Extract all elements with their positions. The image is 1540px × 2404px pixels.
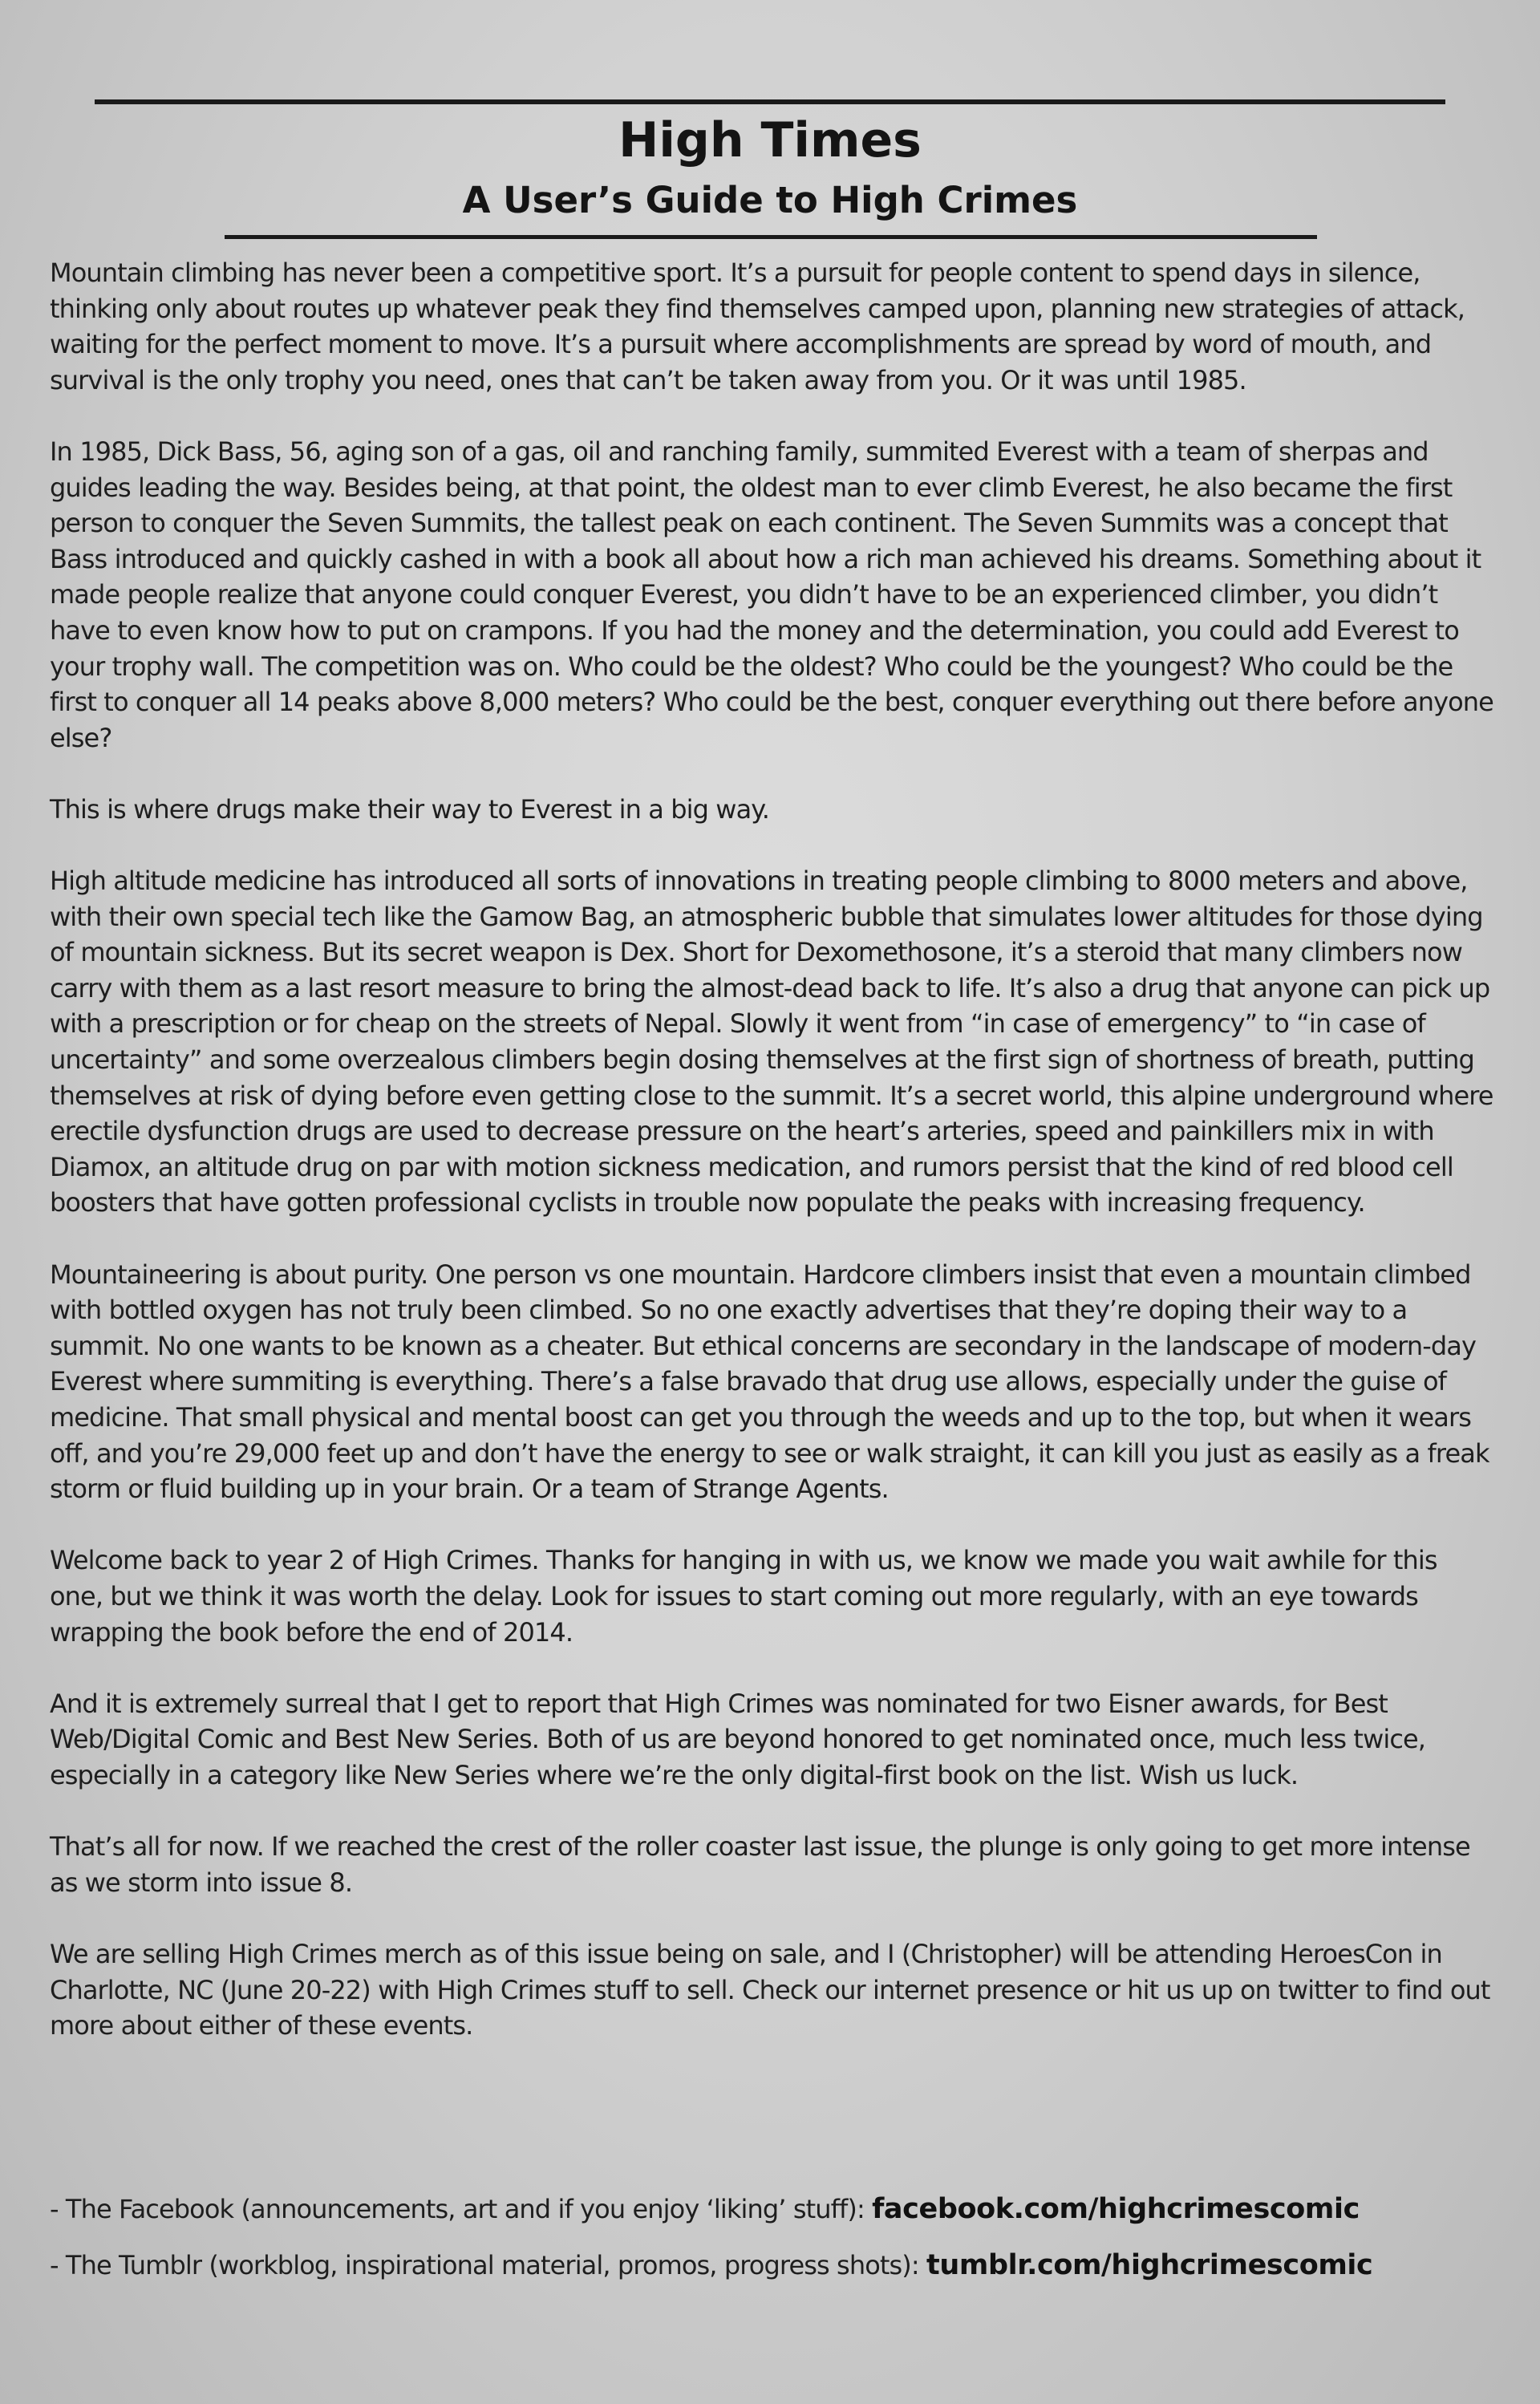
- facebook-link-label: - The Facebook (announcements, art and if you enjoy ‘liking’ stuff):: [50, 2194, 873, 2224]
- paragraph-5: Mountaineering is about purity. One person vs one mountain. Hardcore climbers insist that even a mountain climbed with bottled oxygen has not truly been climbed. So no one exactly advertises that they’re doping their way to a summit. No one wants to be known as a cheater. But ethical concerns are secondary in the landscape of modern-day Everest where summiting is everything. There’s a false bravado that drug use allows, especially under the guise of medicine. That small physical and mental boost can get you through the weeds and up to the top, but when it wears off, and you’re 29,000 feet up and don’t have the energy to see or walk straight, it can kill you just as easily as a freak storm or fluid building up in your brain. Or a team of Strange Agents.: [50, 1259, 1489, 1505]
- top-divider: [95, 99, 1445, 104]
- facebook-link-line: [50, 2185, 1493, 2241]
- page-title: High Times: [618, 112, 922, 168]
- tumblr-link-label: - The Tumblr (workblog, inspirational material, promos, progress shots):: [50, 2250, 927, 2280]
- paragraph-9: We are selling High Crimes merch as of this issue being on sale, and I (Christopher) will be attending HeroesCon in Charlotte, NC (June 20-22) with High Crimes stuff to sell. Check our internet presence or hit us up on twitter to find out more about either of these events.: [50, 1938, 1490, 2041]
- paragraph-1: Mountain climbing has never been a competitive sport. It’s a pursuit for people content to spend days in silence, thinking only about routes up whatever peak they find themselves camped upon, planning new strategies of attack, waiting for the perfect moment to move. It’s a pursuit where accomplishments are spread by word of mouth, and survival is the only trophy you need, ones that can’t be taken away from you. Or it was until 1985.: [50, 257, 1465, 395]
- page-subtitle: A User’s Guide to High Crimes: [462, 179, 1078, 221]
- title-underline: [225, 235, 1317, 239]
- tumblr-link-line: [50, 2241, 1493, 2297]
- tumblr-link[interactable]: tumblr.com/highcrimescomic: [926, 2249, 1373, 2281]
- paragraph-8: That’s all for now. If we reached the crest of the roller coaster last issue, the plunge is only going to get more intense as we storm into issue 8.: [50, 1831, 1470, 1898]
- paragraph-4: High altitude medicine has introduced all sorts of innovations in treating people climbing to 8000 meters and above, with their own special tech like the Gamow Bag, an atmospheric bubble that simulates lower altitudes for those dying of mountain sickness. But its secret weapon is Dex. Short for Dexomethosone, it’s a steroid that many climbers now carry with them as a last resort measure to bring the almost-dead back to life. It’s also a drug that anyone can pick up with a prescription or for cheap on the streets of Nepal. Slowly it went from “in case of emergency” to “in case of uncertainty” and some overzealous climbers begin dosing themselves at the first sign of shortness of breath, putting themselves at risk of dying before even getting close to the summit. It’s a secret world, this alpine underground where erectile dysfunction drugs are used to decrease pressure on the heart’s arteries, speed and painkillers mix in with Diamox, an altitude drug on par with motion sickness medication, and rumors persist that the kind of red blood cell boosters that have gotten professional cyclists in trouble now populate the peaks with increasing frequency.: [50, 866, 1493, 1218]
- article-body: [50, 255, 1493, 2079]
- paragraph-2: In 1985, Dick Bass, 56, aging son of a gas, oil and ranching family, summited Everest with a team of sherpas and guides leading the way. Besides being, at that point, the oldest man to ever climb Everest, he also became the first person to conquer the Seven Summits, the tallest peak on each continent. The Seven Summits was a concept that Bass introduced and quickly cashed in with a book all about how a rich man achieved his dreams. Something about it made people realize that anyone could conquer Everest, you didn’t have to be an experienced climber, you didn’t have to even know how to put on crampons. If you had the money and the determination, you could add Everest to your trophy wall. The competition was on. Who could be the oldest? Who could be the youngest? Who could be the first to conquer all 14 peaks above 8,000 meters? Who could be the best, conquer everything out there before anyone else?: [50, 436, 1493, 753]
- social-links: [50, 2185, 1493, 2297]
- paragraph-3: This is where drugs make their way to Everest in a big way.: [50, 793, 770, 825]
- paragraph-6: Welcome back to year 2 of High Crimes. Thanks for hanging in with us, we know we made you wait awhile for this one, but we think it was worth the delay. Look for issues to start coming out more regularly, with an eye towards wrapping the book before the end of 2014.: [50, 1545, 1437, 1648]
- paragraph-7: And it is extremely surreal that I get to report that High Crimes was nominated for two Eisner awards, for Best Web/Digital Comic and Best New Series. Both of us are beyond honored to get nominated once, much less twice, especially in a category like New Series where we’re the only digital-first book on the list. Wish us luck.: [50, 1688, 1426, 1790]
- facebook-link[interactable]: facebook.com/highcrimescomic: [872, 2193, 1360, 2225]
